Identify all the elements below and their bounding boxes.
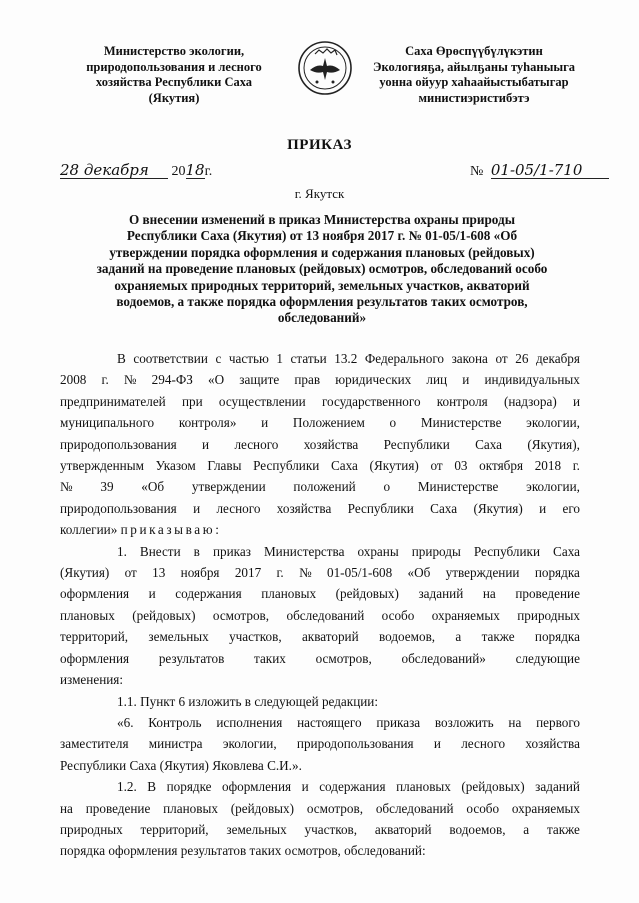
- word: охраны: [357, 543, 399, 559]
- word: Внести: [139, 543, 181, 559]
- word: земельных: [226, 821, 287, 837]
- word: на: [482, 586, 496, 602]
- word: 13: [152, 565, 166, 581]
- word: контроля: [436, 393, 488, 409]
- word: на: [508, 714, 522, 730]
- word: Контроль: [148, 714, 202, 730]
- header-left-line: Министерство экологии,: [103, 44, 245, 58]
- paragraph-item-6-text: [60, 712, 580, 776]
- word: и: [539, 500, 547, 516]
- subject-line: обследований»: [277, 310, 367, 326]
- word: контроля»: [178, 415, 237, 431]
- word: прав: [294, 372, 321, 388]
- word: «6.: [117, 714, 134, 730]
- word: защите: [239, 372, 280, 388]
- order-number: [470, 162, 609, 180]
- word: приказ: [212, 543, 251, 559]
- word: Министерстве: [417, 479, 499, 495]
- ministry-name-russian: [60, 44, 288, 106]
- word: предпринимателей: [60, 393, 166, 409]
- text-line: [60, 562, 580, 583]
- word: октября: [479, 458, 524, 474]
- word: утверждении: [191, 479, 266, 495]
- word: «О: [208, 372, 225, 388]
- word: охраняемых: [511, 800, 580, 816]
- word: содержания: [175, 586, 242, 602]
- text-line: [60, 369, 580, 390]
- text-line: [60, 819, 580, 840]
- word: осмотров,: [212, 607, 270, 623]
- word: №: [299, 565, 312, 581]
- word: лесного: [461, 736, 506, 752]
- word: и: [148, 586, 156, 602]
- word: закона: [451, 351, 488, 366]
- word: и: [433, 736, 441, 752]
- word: положений: [293, 479, 356, 495]
- year-prefix: 20: [171, 164, 186, 179]
- word: акваторий: [374, 821, 432, 837]
- word: участков,: [229, 629, 282, 645]
- word: результатов: [158, 650, 225, 666]
- word: от: [430, 458, 443, 474]
- order-date: [60, 162, 212, 180]
- paragraph-item-1: [60, 541, 580, 691]
- word: в: [193, 543, 200, 559]
- word: 1: [276, 351, 283, 366]
- word: о: [383, 479, 391, 495]
- paragraph-item-1-2: [60, 776, 580, 862]
- word: экологии,: [222, 736, 277, 752]
- word: экологии,: [526, 479, 580, 495]
- word: плановых: [261, 586, 317, 602]
- header-left-line: (Якутия): [148, 90, 200, 105]
- word: Республики: [383, 436, 450, 452]
- word: хозяйства: [276, 500, 332, 516]
- word: и: [202, 436, 210, 452]
- word: также: [546, 821, 580, 837]
- word: проведение: [515, 586, 580, 602]
- word: (Якутия): [60, 565, 110, 581]
- word: и: [193, 500, 201, 516]
- header-right-line: уонна ойуур хаһаайыстыбатыгар: [379, 75, 569, 89]
- word: от: [124, 565, 137, 581]
- word: экологии,: [526, 415, 580, 431]
- word: В: [147, 779, 157, 795]
- word: водоемов,: [378, 629, 436, 645]
- word: о: [389, 415, 397, 431]
- word: лесного: [216, 500, 261, 516]
- word: территорий,: [60, 629, 129, 645]
- text-line: порядка оформления результатов таких осмотров, обследований:: [60, 843, 426, 859]
- word: и: [261, 415, 269, 431]
- word: природы: [411, 543, 461, 559]
- document-title: ПРИКАЗ: [287, 137, 352, 153]
- word: оформления: [60, 586, 130, 602]
- word: с: [215, 351, 222, 366]
- word: Положением: [292, 415, 365, 431]
- text-line: [60, 798, 580, 819]
- text-line: [60, 455, 580, 476]
- text-line: [60, 648, 580, 669]
- word: г.: [276, 565, 284, 581]
- word: Республики: [253, 458, 320, 474]
- word: Республики: [473, 543, 541, 559]
- word: 03: [454, 458, 468, 474]
- header-right-line: министиэристибэтэ: [418, 90, 530, 105]
- word: муниципального: [60, 415, 155, 431]
- word: оформления: [222, 779, 292, 795]
- order-body: [60, 348, 580, 862]
- word: 1.2.: [117, 779, 137, 795]
- text-line: [60, 412, 580, 433]
- word: г.: [572, 458, 580, 474]
- word: утверждении: [445, 565, 520, 581]
- word: Министерстве: [420, 415, 502, 431]
- word: таких: [254, 650, 286, 666]
- word: (рейдовых): [461, 779, 525, 795]
- word: «Об: [141, 479, 165, 495]
- word: 13.2: [334, 351, 358, 366]
- word: и: [462, 372, 470, 388]
- word: на: [60, 800, 73, 816]
- word: государственного: [321, 393, 421, 409]
- word: исполнения: [216, 714, 283, 730]
- word: (рейдовых): [132, 607, 196, 623]
- word: хозяйства: [525, 736, 580, 752]
- text-line: [60, 605, 580, 626]
- header-right-line: Экологияҕа, айылҕаны туһаныыга: [372, 59, 576, 74]
- text-line: [60, 583, 580, 604]
- word: охраняемых: [431, 607, 500, 623]
- word: (надзора): [503, 393, 557, 409]
- word: (Якутия),: [527, 436, 580, 452]
- subject-line: утверждении порядка оформления и содержания плановых (рейдовых): [109, 244, 535, 260]
- text-line: [60, 733, 580, 754]
- word: 294-ФЗ: [151, 372, 193, 388]
- word: первого: [536, 714, 580, 730]
- word: №: [60, 479, 73, 495]
- word: природопользования: [60, 436, 177, 452]
- word: природных: [60, 821, 123, 837]
- word: обследований: [286, 607, 365, 623]
- word: территорий,: [140, 821, 209, 837]
- word: возложить: [434, 714, 494, 730]
- word: порядка: [534, 565, 580, 581]
- text-line: изменения:: [60, 672, 124, 688]
- word: Саха: [330, 458, 358, 474]
- word: Министерства: [263, 543, 345, 559]
- text-line: [60, 498, 580, 519]
- word: В: [117, 351, 126, 366]
- word: министра: [148, 736, 203, 752]
- text-line: [60, 476, 580, 497]
- word: плановых: [163, 800, 218, 816]
- order-subject: [96, 212, 548, 327]
- word: лиц: [426, 372, 448, 388]
- paragraph-item-1-1: 1.1. Пункт 6 изложить в следующей редакции:: [117, 693, 379, 709]
- word: частью: [228, 351, 269, 366]
- text-line: [60, 434, 580, 455]
- word: 2018: [534, 458, 562, 474]
- word: оформления: [60, 650, 130, 666]
- subject-line: охраняемых природных территорий, земельных участков, акваторий: [114, 277, 530, 293]
- word: индивидуальных: [484, 372, 580, 388]
- handwritten-number: 01-05/1-710: [491, 162, 609, 179]
- header-left-line: хозяйства Республики Саха: [95, 75, 253, 89]
- header-right-line: Саха Өрөспүүбүлүкэтин: [405, 44, 543, 58]
- word: Указом: [155, 458, 196, 474]
- word: также: [481, 629, 515, 645]
- handwritten-date: 28 декабря: [60, 162, 168, 179]
- subject-line: Республики Саха (Якутия) от 13 ноября 2017 г. № 01-05/1-608 «Об: [126, 228, 518, 244]
- word: Саха: [475, 436, 503, 452]
- word: 01-05/1-608: [326, 565, 393, 581]
- paragraph-preamble: [60, 348, 580, 541]
- word: природных: [517, 607, 580, 623]
- word: соответствии: [133, 351, 208, 366]
- word: акваторий: [301, 629, 359, 645]
- word: обследований: [375, 800, 454, 816]
- word: осуществлении: [218, 393, 306, 409]
- subject-line: О внесении изменений в приказ Министерства охраны природы: [128, 212, 515, 227]
- word: при: [181, 393, 203, 409]
- word: ноября: [180, 565, 220, 581]
- word: Саха: [553, 543, 580, 559]
- word: порядке: [166, 779, 212, 795]
- handwritten-year: 18: [185, 161, 205, 179]
- issue-city: г. Якутск: [294, 186, 345, 201]
- word: 2017: [234, 565, 262, 581]
- word: Главы: [207, 458, 242, 474]
- word: Саха: [430, 500, 458, 516]
- word: статьи: [290, 351, 327, 366]
- word: осмотров,: [315, 650, 372, 666]
- word: плановых: [396, 779, 451, 795]
- word: «Об: [407, 565, 431, 581]
- word: обследований»: [401, 650, 486, 666]
- word: участков,: [304, 821, 358, 837]
- order-verb: приказываю:: [120, 522, 222, 538]
- word: следующие: [515, 650, 580, 666]
- word: водоемов,: [449, 821, 506, 837]
- subject-line: заданий на проведение плановых (рейдовых) осмотров, обследований особо: [96, 261, 548, 277]
- word: №: [123, 372, 137, 388]
- text-line: Республики Саха (Якутия) Яковлева С.И.».: [60, 757, 302, 773]
- ministry-name-sakha: [360, 44, 588, 106]
- word: 1.: [117, 543, 127, 559]
- word: особо: [466, 800, 500, 816]
- text-line: [60, 626, 580, 647]
- word: его: [562, 500, 580, 516]
- word: г.: [101, 372, 109, 388]
- word: Республики: [347, 500, 414, 516]
- year-suffix: г.: [204, 164, 213, 179]
- word: заданий: [535, 779, 580, 795]
- word: настоящего: [297, 714, 362, 730]
- word: Федерального: [364, 351, 445, 366]
- word: приказа: [376, 714, 421, 730]
- word: (Якутия): [473, 500, 523, 516]
- text-line: [60, 519, 580, 540]
- word: земельных: [148, 629, 209, 645]
- word: (Якутия): [369, 458, 419, 474]
- word: особо: [381, 607, 415, 623]
- word: 39: [100, 479, 114, 495]
- word: природопользования: [60, 500, 177, 516]
- word: содержания: [319, 779, 386, 795]
- word: а: [455, 629, 462, 645]
- word: хозяйства: [303, 436, 359, 452]
- word: природопользования: [296, 736, 414, 752]
- word: заместителя: [60, 736, 129, 752]
- text-line: [60, 712, 580, 733]
- word: и: [301, 779, 309, 795]
- header-left-line: природопользования и лесного: [86, 59, 262, 74]
- word: и: [572, 393, 580, 409]
- word: заданий: [418, 586, 464, 602]
- word: осмотров,: [306, 800, 364, 816]
- coat-of-arms-emblem: [297, 40, 353, 96]
- subject-line: водоемов, а также порядка оформления результатов таких осмотров,: [116, 294, 528, 310]
- text-line: [60, 348, 580, 369]
- word: лесного: [234, 436, 279, 452]
- text-line: [60, 541, 580, 562]
- text-fragment: коллегии»: [60, 522, 118, 538]
- word: 2008: [60, 372, 87, 388]
- word: плановых: [60, 607, 115, 623]
- word: порядка: [534, 629, 580, 645]
- word: утвержденным: [60, 458, 144, 474]
- word: 26: [515, 351, 529, 366]
- word: декабря: [535, 351, 580, 366]
- number-label: №: [470, 164, 484, 179]
- word: юридических: [335, 372, 412, 388]
- word: (рейдовых): [230, 800, 295, 816]
- word: (рейдовых): [335, 586, 399, 602]
- word: от: [495, 351, 508, 366]
- text-line: [60, 391, 580, 412]
- word: проведение: [85, 800, 151, 816]
- text-line: [60, 776, 580, 797]
- word: а: [523, 821, 530, 837]
